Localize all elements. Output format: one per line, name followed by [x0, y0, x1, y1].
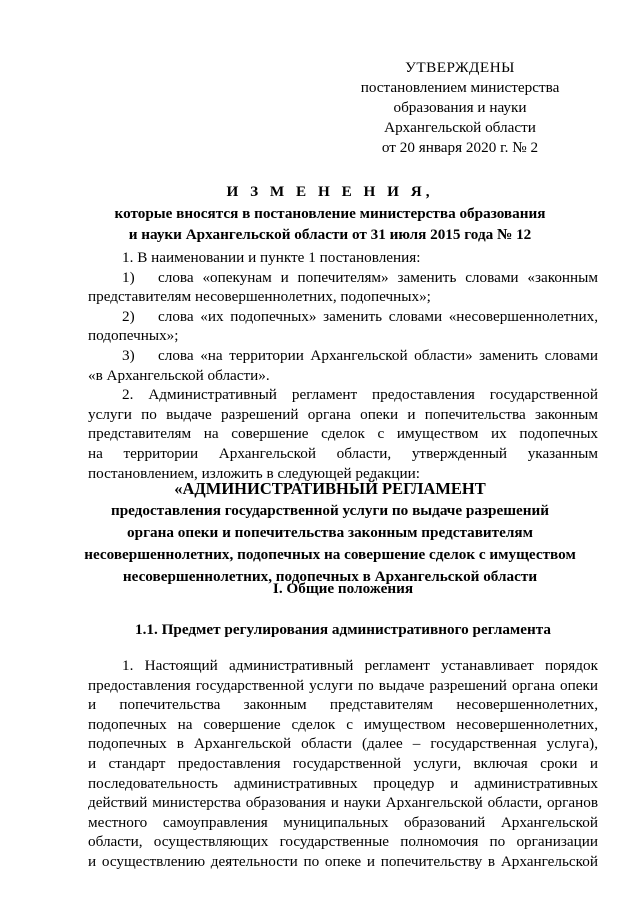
paragraph-line: подопечных в Архангельской области (далее – государственная услуга), [88, 735, 598, 753]
section-title: I. Общие положения [272, 580, 414, 597]
regulation-line: несовершеннолетних, подопечных на совершение сделок с имуществом [84, 546, 576, 563]
subsection-title: 1.1. Предмет регулирования административного регламента [134, 621, 552, 638]
item-2-paragraph [88, 385, 598, 483]
approval-heading: УТВЕРЖДЕНЫ [405, 59, 515, 76]
regulation-line: предоставления государственной услуги по выдаче разрешений [110, 502, 550, 519]
changes-subtitle [60, 203, 600, 245]
changes-subtitle-line-2: и науки Архангельской области от 31 июля 2015 года № 12 [128, 226, 532, 243]
paragraph-line: предоставления государственной услуги по выдаче разрешений органа опеки [88, 676, 598, 694]
list-item [88, 268, 598, 307]
paragraph-line: действий министерства образования и науки Архангельской области, органов [88, 794, 598, 812]
paragraph-line: и осуществлению деятельности по опеке и попечительству в Архангельской [88, 852, 598, 870]
approval-line-4: от 20 января 2020 г. № 2 [381, 139, 539, 156]
approval-line-1: постановлением министерства [360, 79, 560, 96]
paragraph-line: 1. Настоящий административный регламент устанавливает порядок [122, 657, 598, 674]
list-item-text: слова «их подопечных» заменить словами «несовершеннолетних, [158, 307, 598, 325]
paragraph-line: на территории Архангельской области, утвержденный указанным [88, 444, 598, 462]
paragraph-line: 2. Административный регламент предоставления государственной [122, 386, 598, 404]
list-item-text-cont: подопечных»; [88, 327, 179, 345]
amendments-list [88, 248, 598, 483]
regulation-line: органа опеки и попечительства законным представителям [127, 524, 533, 541]
item-1-intro: 1. В наименовании и пункте 1 постановления: [122, 249, 421, 266]
list-item-text: слова «опекунам и попечителям» заменить словами «законным [158, 268, 598, 286]
regulation-line: несовершеннолетних, подопечных в Архангельской области [122, 568, 538, 585]
list-item-text-cont: представителям несовершеннолетних, подопечных»; [88, 288, 431, 306]
approval-line-3: Архангельской области [384, 119, 536, 136]
approval-block [340, 58, 580, 158]
regulation-heading: «АДМИНИСТРАТИВНЫЙ РЕГЛАМЕНТ [174, 479, 486, 498]
paragraph-line: области, осуществляющих государственные полномочия по организации [88, 833, 598, 851]
changes-subtitle-line-1: которые вносятся в постановление министерства образования [114, 205, 546, 222]
paragraph-line: подопечных на совершение сделок с имуществом несовершеннолетних, [88, 715, 598, 733]
list-item [88, 346, 598, 385]
approval-line-2: образования и науки [393, 99, 527, 116]
list-item-number: 1) [122, 268, 135, 286]
list-item-number: 3) [122, 346, 135, 364]
list-item [88, 307, 598, 346]
paragraph-line: и стандарт предоставления государственной услуги, включая сроки и [88, 754, 598, 772]
changes-heading: И З М Е Н Е Н И Я, [226, 183, 434, 200]
paragraph-line: и попечительства законным представителям несовершеннолетних, [88, 696, 598, 714]
paragraph-line: постановлением, изложить в следующей редакции: [88, 464, 420, 482]
regulation-title [60, 478, 600, 588]
paragraph-line: услуги по выдаче разрешений органа опеки и попечительства законным [88, 405, 598, 423]
paragraph-line: последовательность административных процедур и административных [88, 774, 598, 792]
list-item-text: слова «на территории Архангельской области» заменить словами [158, 346, 598, 364]
paragraph-line: представителям на совершение сделок с имуществом их подопечных [88, 425, 598, 443]
list-item-text-cont: «в Архангельской области». [88, 366, 270, 384]
list-item-number: 2) [122, 307, 135, 325]
main-paragraph [88, 656, 598, 872]
paragraph-line: местного самоуправления муниципальных образований Архангельской [88, 813, 598, 831]
